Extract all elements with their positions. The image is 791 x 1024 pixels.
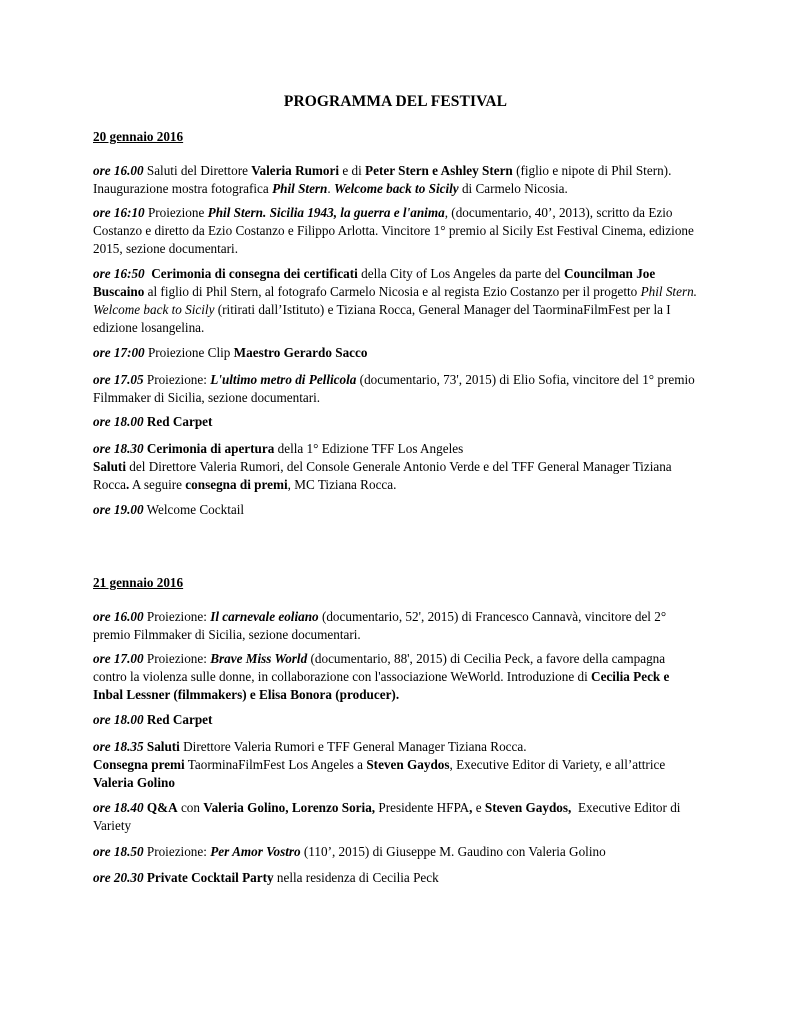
entry-time: ore 18.30 [93, 441, 144, 456]
entry-event: Consegna premi [93, 757, 185, 772]
entry-text: , Executive Editor di Variety, e all’attrice [449, 757, 666, 772]
entry-text: (ritirati dall’Istituto) e Tiziana Rocca, General Manager del TaorminaFilmFest per la I edizione losangelina. [93, 302, 671, 335]
entry-text: Proiezione Clip [144, 345, 234, 360]
program-entry [93, 265, 699, 337]
entry-event: Cerimonia di consegna dei certificati [151, 266, 358, 281]
program-entry [93, 413, 699, 431]
entry-text: . [125, 477, 130, 492]
entry-time: ore 18.40 [93, 800, 144, 815]
entry-text: Proiezione: [143, 372, 211, 387]
entry-time: ore 20.30 [93, 870, 144, 885]
entry-time: ore 17.00 [93, 651, 144, 666]
entry-text: (figlio e nipote di Phil Stern). [512, 163, 672, 178]
entry-person: Valeria Golino [93, 775, 175, 790]
entry-text: Saluti del Direttore [143, 163, 252, 178]
entry-text: (110’, 2015) di Giuseppe M. Gaudino con Valeria Golino [300, 844, 606, 859]
entry-text: Welcome Cocktail [143, 502, 245, 517]
entry-text: , (documentario, 40’, 2013), scritto da Ezio Costanzo e diretto da Ezio Costanzo e Filippo Arlotta. Vincitore 1° premio al Sicily Est Festival Cinema, edizione 2015, sezione documentari. [93, 205, 694, 256]
entry-work-title: Brave Miss World [210, 651, 308, 666]
entry-text: , MC Tiziana Rocca. [287, 477, 397, 492]
entry-text: del Direttore Valeria Rumori, del Console Generale Antonio Verde e del TFF General Manager Tiziana Rocca [93, 459, 672, 492]
entry-time: ore 18.00 [93, 712, 144, 727]
entry-work-title: Phil Stern. Welcome back to Sicily [93, 284, 697, 317]
entry-event: Saluti [146, 739, 180, 754]
entry-text: (documentario, 52', 2015) di Francesco Cannavà, vincitore del 2° premio Filmmaker di Sicilia, sezione documentari. [93, 609, 667, 642]
entry-text: Proiezione [144, 205, 208, 220]
entry-time: ore 16:10 [93, 205, 145, 220]
entry-time: ore 17.05 [93, 372, 144, 387]
entry-work-title: Phil Stern. Sicilia 1943, la guerra e l'anima [207, 205, 445, 220]
entry-person: Cecilia Peck e Inbal Lessner (filmmakers) e Elisa Bonora (producer). [93, 669, 670, 702]
entry-text: (documentario, 73', 2015) di Elio Sofia, vincitore del 1° premio Filmmaker di Sicilia, sezione documentari. [93, 372, 695, 405]
day-date: 20 gennaio 2016 [93, 129, 184, 144]
entry-person: Steven Gaydos, [484, 800, 572, 815]
program-entry [93, 608, 699, 644]
entry-work-title: Phil Stern [272, 181, 328, 196]
entry-event: Red Carpet [146, 414, 213, 429]
entry-text: Presidente HFPA [375, 800, 470, 815]
entry-time: ore 18.35 [93, 739, 144, 754]
entry-work-title: L'ultimo metro di Pellicola [210, 372, 357, 387]
entry-event: Private Cocktail Party [146, 870, 274, 885]
day-date: 21 gennaio 2016 [93, 575, 184, 590]
program-entry [93, 162, 699, 198]
entry-work-title: Per Amor Vostro [210, 844, 301, 859]
entry-work-title: Welcome back to Sicily [334, 181, 459, 196]
entry-work-title: Il carnevale eoliano [210, 609, 319, 624]
program-entry [93, 711, 699, 729]
entry-time: ore 16.00 [93, 163, 144, 178]
entry-person: Councilman Joe Buscaino [93, 266, 656, 299]
entry-time: ore 19.00 [93, 502, 144, 517]
entry-event: Red Carpet [146, 712, 213, 727]
entry-text: della City of Los Angeles da parte del [357, 266, 565, 281]
entry-text: Executive Editor di Variety [93, 800, 684, 833]
entry-time: ore 18.50 [93, 844, 144, 859]
program-entry [93, 799, 699, 835]
entry-person: Peter Stern e Ashley Stern [365, 163, 513, 178]
entry-person: Steven Gaydos [366, 757, 450, 772]
entry-time: ore 16.00 [93, 609, 144, 624]
program-entry [93, 843, 699, 861]
program-entry [93, 869, 699, 887]
entry-event: Q&A [146, 800, 178, 815]
entry-time: ore 18.00 [93, 414, 144, 429]
entry-text: della 1° Edizione TFF Los Angeles [274, 441, 464, 456]
program-entry [93, 440, 699, 494]
entry-text: e di [339, 163, 366, 178]
entry-text: con [177, 800, 204, 815]
program-entry [93, 650, 699, 704]
entry-text: Direttore Valeria Rumori e TFF General Manager Tiziana Rocca. [179, 739, 527, 754]
page-title: PROGRAMMA DEL FESTIVAL [283, 93, 508, 110]
entry-text: Proiezione: [143, 609, 211, 624]
entry-text: e [472, 800, 485, 815]
entry-event: Cerimonia di apertura [146, 441, 275, 456]
entry-time: ore 16:50 [93, 266, 145, 281]
entry-event: Saluti [93, 459, 126, 474]
entry-text: . [327, 181, 334, 196]
entry-text: al figlio di Phil Stern, al fotografo Carmelo Nicosia e al regista Ezio Costanzo per il progetto [144, 284, 641, 299]
entry-text: Proiezione: [143, 651, 211, 666]
entry-text: TaorminaFilmFest Los Angeles a [184, 757, 367, 772]
entry-person: Maestro Gerardo Sacco [233, 345, 368, 360]
program-entry [93, 371, 699, 407]
entry-text: nella residenza di Cecilia Peck [273, 870, 439, 885]
program-entry [93, 204, 699, 258]
entry-event: consegna di premi [185, 477, 288, 492]
entry-text: di Carmelo Nicosia. [458, 181, 568, 196]
program-entry [93, 344, 699, 362]
entry-time: ore 17:00 [93, 345, 145, 360]
entry-text: (documentario, 88', 2015) di Cecilia Peck, a favore della campagna contro la violenza sulle donne, in collaborazione con l'associazione WeWorld. Introduzione di [93, 651, 666, 684]
entry-text: Inaugurazione mostra fotografica [93, 181, 273, 196]
entry-text: , [469, 800, 473, 815]
entry-text: A seguire [129, 477, 186, 492]
entry-person: Valeria Rumori [251, 163, 340, 178]
program-entry [93, 738, 699, 792]
entry-text: Proiezione: [143, 844, 211, 859]
entry-person: Valeria Golino, Lorenzo Soria, [203, 800, 376, 815]
program-entry [93, 501, 699, 519]
